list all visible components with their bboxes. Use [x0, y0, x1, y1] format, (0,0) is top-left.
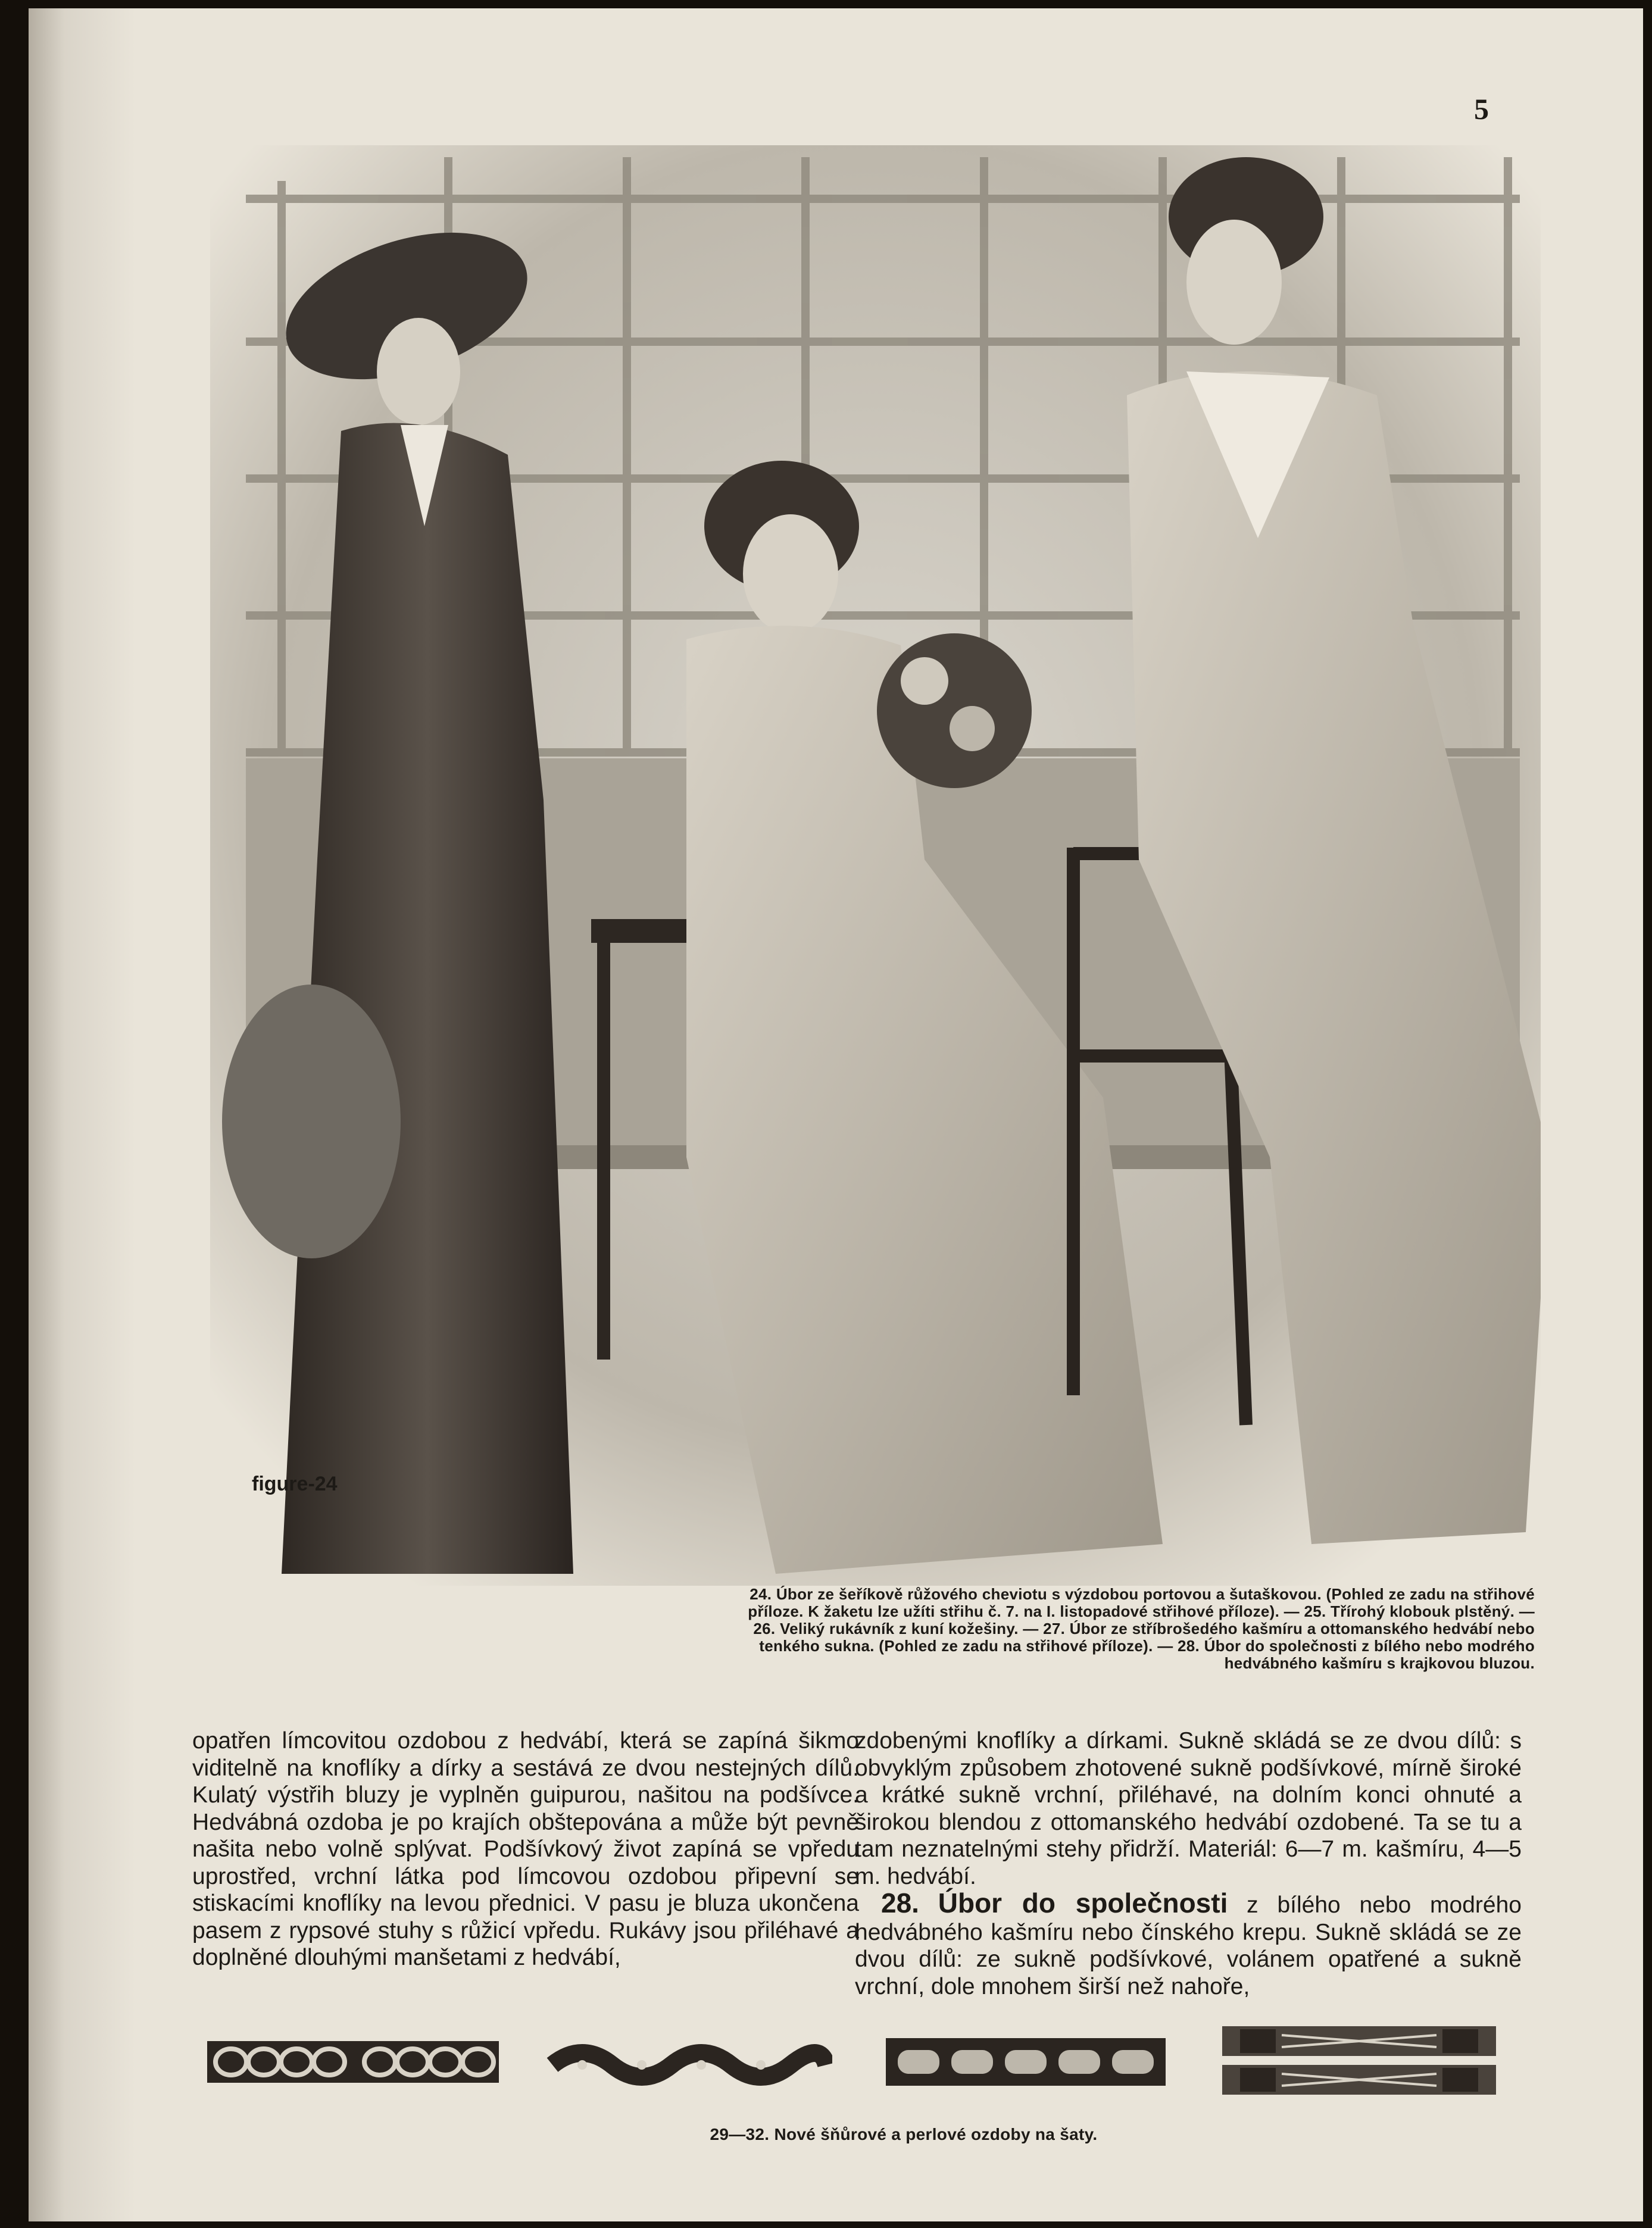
- figure-label-24: figure-24: [252, 1473, 338, 1495]
- section-text: z bílého nebo modrého hedvábného kašmíru nebo čínského krepu. Sukně skládá se ze dvou dílů: ze sukně podšívkové, volánem opatřené a sukně vrchní, dole mnohem širší než nahoře,: [855, 1892, 1522, 1999]
- fashion-illustration: [210, 145, 1541, 1586]
- figure-labels: [252, 1473, 338, 1495]
- trim-sample-loops: [886, 2032, 1166, 2092]
- right-column: [855, 1727, 1522, 2000]
- magazine-page: [29, 8, 1643, 2221]
- page-number: 5: [1474, 92, 1489, 126]
- trim-sample-beaded: [546, 2038, 832, 2092]
- trim-row: [29, 2026, 1643, 2104]
- trims-caption: 29—32. Nové šňůrové a perlové ozdoby na šaty.: [710, 2125, 1098, 2143]
- left-paragraph: opatřen límcovitou ozdobou z hedvábí, která se zapíná šikmo viditelně na knoflíky a dírky a sestává ze dvou nestejných dílů. Kulatý výstřih bluzy je vyplněn guipurou, našitou na podšívce. Hedvábná ozdoba je po krajích obštepována a může být pevně našita nebo volně splývat. Podšívkový život zapíná se vpředu uprostřed, vrchní látka pod límcovou ozdobou připevní se stiskacími knoflíky na levou přednici. V pasu je bluza ukončena pasem z rypsové stuhy s růžicí vpředu. Rukávy jsou přiléhavé a doplněné dlouhými manšetami z hedvábí,: [192, 1728, 859, 1970]
- plate-caption: 24. Úbor ze šeříkově růžového cheviotu s výzdobou portovou a šutaškovou. (Pohled ze zadu na střihové příloze. K žaketu lze užíti střihu č. 7. na I. listopadové střihové příloze). — 25. Třírohý klobouk plstěný. — 26. Veliký rukávník z kuní kožešiny. — 27. Úbor ze stříbrošedého kašmíru a ottomanského hedvábí nebo tenkého sukna. (Pohled ze zadu na střihové příloze). — 28. Úbor do společnosti z bílého nebo modrého hedvábného kašmíru s krajkovou bluzou.: [748, 1585, 1535, 1672]
- section-number: 28.: [881, 1888, 919, 1918]
- right-paragraph-2: [855, 1890, 1522, 2000]
- trim-sample-cord: [1222, 2026, 1496, 2098]
- left-column: [192, 1727, 859, 1971]
- right-paragraph-1: zdobenými knoflíky a dírkami. Sukně skládá se ze dvou dílů: s obvyklým způsobem zhotovené sukně podšívkové, mírně široké a krátké sukně vrchní, přiléhavé, na dolním konci ohnuté a širokou blendou z ottomanského hedvábí ozdobené. Ta se tu a tam neznatelnými stehy přidrží. Materiál: 6—7 m. kašmíru, 4—5 m. hedvábí.: [855, 1728, 1522, 1889]
- trim-sample-braid: [207, 2032, 499, 2092]
- section-title: Úbor do společnosti: [938, 1888, 1228, 1918]
